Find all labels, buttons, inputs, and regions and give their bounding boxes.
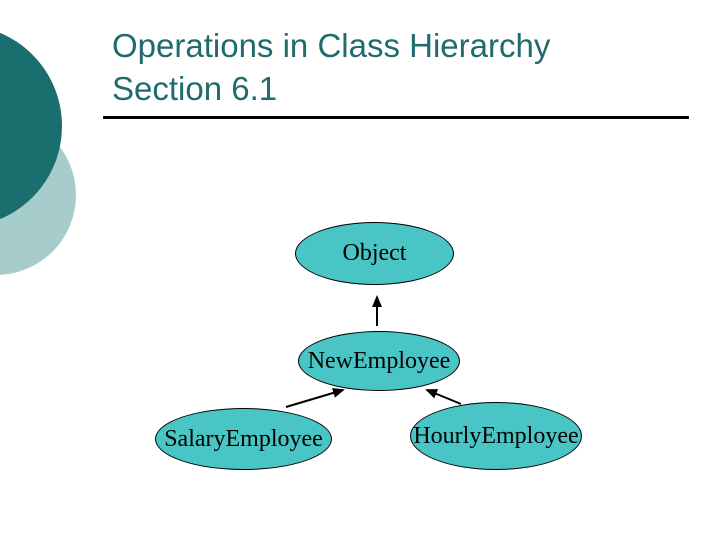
slide-title — [112, 24, 550, 110]
node-label: SalaryEmployee — [164, 425, 323, 452]
diagram-node-new-employee — [298, 331, 460, 391]
arrow-salaryemployee-to-newemployee — [286, 390, 343, 407]
title-line-1: Operations in Class Hierarchy — [112, 27, 551, 64]
title-line-2: Section 6.1 — [112, 70, 278, 107]
title-underline — [103, 116, 689, 119]
diagram-node-object — [295, 222, 454, 285]
node-label: HourlyEmployee — [413, 422, 579, 449]
node-label: Object — [342, 240, 407, 266]
diagram-node-hourly-employee — [410, 402, 582, 470]
node-label: NewEmployee — [307, 347, 451, 374]
diagram-node-salary-employee — [155, 408, 332, 470]
arrow-hourlyemployee-to-newemployee — [427, 390, 461, 404]
